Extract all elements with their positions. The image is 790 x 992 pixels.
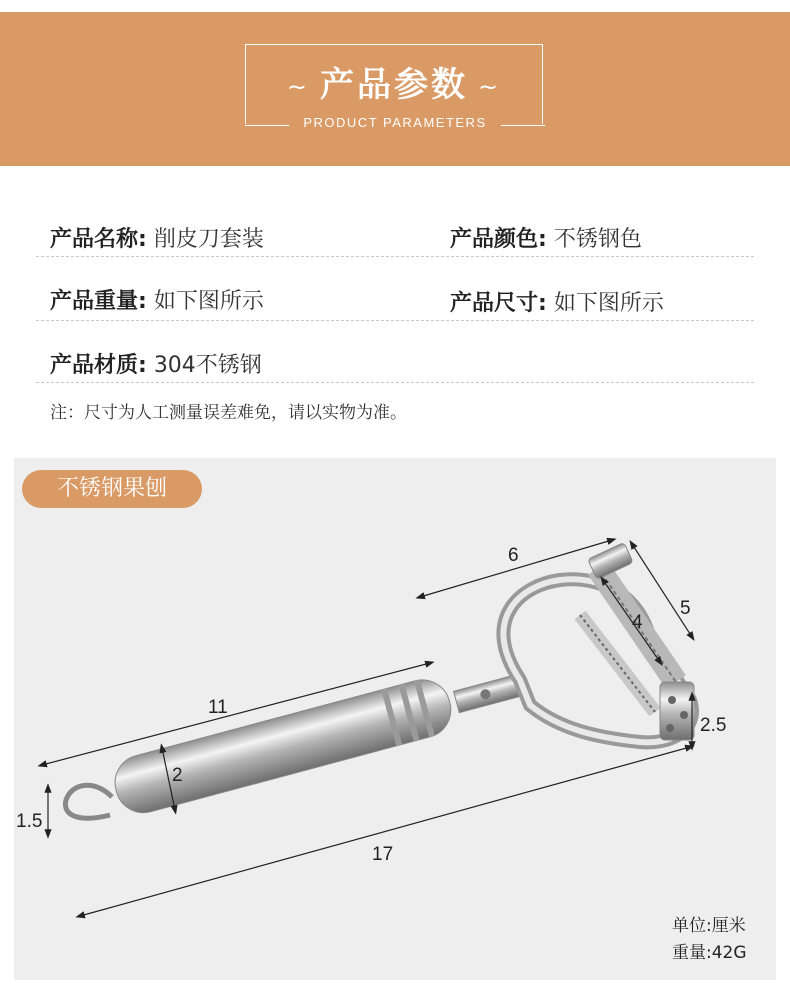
dim-label-diameter: 2 <box>172 765 183 786</box>
param-value: 如下图所示 <box>553 291 664 316</box>
measurement-note: 注：尺寸为人工测量误差难免，请以实物为准。 <box>50 403 407 423</box>
dim-label-width: 6 <box>508 545 519 566</box>
param-label: 产品材质: <box>50 353 147 378</box>
dim-label-height: 5 <box>680 598 691 619</box>
title-text: 产品参数 <box>320 65 468 105</box>
dim-label-blade: 4 <box>632 612 643 633</box>
param-value: 304不锈钢 <box>153 353 262 378</box>
param-label: 产品尺寸: <box>450 291 547 316</box>
param-value: 削皮刀套装 <box>153 227 264 252</box>
hanging-loop-shape <box>65 785 112 818</box>
param-label: 产品重量: <box>50 289 147 314</box>
param-label: 产品颜色: <box>450 227 547 252</box>
param-value: 不锈钢色 <box>553 227 642 252</box>
page-subtitle: PRODUCT PARAMETERS <box>303 115 487 130</box>
param-label: 产品名称: <box>50 227 147 252</box>
handle-shape <box>109 674 457 819</box>
product-name-badge: 不锈钢果刨 <box>22 470 202 508</box>
weight-label: 重量:42G <box>672 943 747 963</box>
tilde-right: ~ <box>478 72 502 101</box>
tilde-left: ~ <box>286 72 310 101</box>
unit-label: 单位:厘米 <box>672 916 746 936</box>
blade-end-cap <box>660 682 694 740</box>
dim-label-handle: 11 <box>208 697 228 718</box>
dim-label-loop: 1.5 <box>16 811 43 832</box>
dim-label-total: 17 <box>372 844 394 865</box>
param-value: 如下图所示 <box>153 289 264 314</box>
dim-label-depth: 2.5 <box>700 715 727 736</box>
